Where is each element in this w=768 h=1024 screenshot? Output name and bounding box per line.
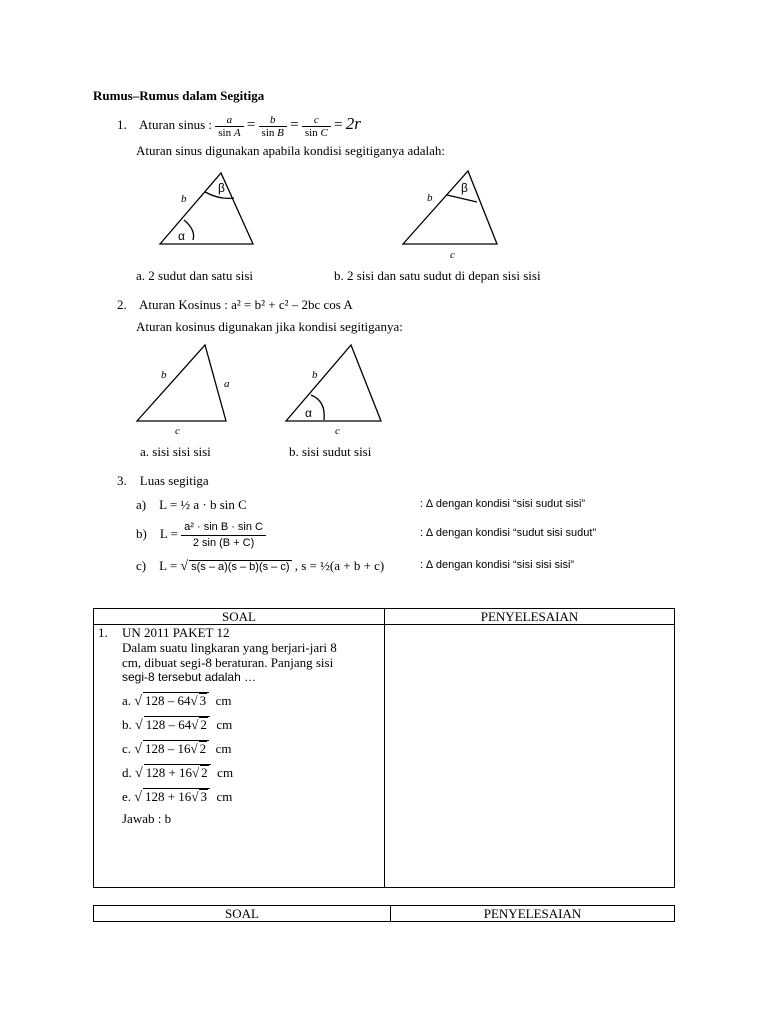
side-label: b: [312, 369, 318, 381]
item-number: 3.: [117, 473, 127, 488]
answer-options: [122, 689, 337, 809]
answer-option: b. √ 128 – 64√ 2 cm: [122, 717, 233, 733]
sqrt-icon: √: [191, 789, 199, 804]
item-number: 1.: [117, 117, 127, 132]
col-penyelesaian-header: PENYELESAIAN: [385, 609, 675, 625]
angle-label: α: [305, 406, 312, 420]
question-line: segi-8 tersebut adalah …: [122, 670, 257, 684]
question-body: [122, 625, 337, 826]
question-line: Dalam suatu lingkaran yang berjari-jari 8: [122, 640, 337, 655]
penyelesaian-cell: [385, 625, 675, 888]
question-source: UN 2011 PAKET 12: [122, 625, 230, 640]
triangle-shape: [137, 345, 226, 421]
angle-label: β: [461, 181, 468, 195]
sinus-rhs: 2r: [345, 114, 361, 133]
triangle-kosinus-a: [135, 343, 240, 438]
angle-label: β: [218, 181, 225, 195]
col-soal-header: SOAL: [94, 906, 391, 922]
angle-arc: [447, 195, 477, 202]
kosinus-caption-a: a. sisi sisi sisi: [140, 444, 211, 459]
side-label: b: [161, 369, 167, 381]
soal-table-1: [93, 608, 675, 888]
side-label: c: [175, 425, 180, 437]
answer-option: e. √ 128 + 16√ 3 cm: [122, 789, 233, 805]
side-label: a: [224, 378, 230, 390]
question-number: 1.: [98, 625, 108, 640]
sqrt-icon: √: [190, 741, 198, 756]
sqrt-icon: √: [134, 742, 142, 757]
triangle-shape: [286, 345, 381, 421]
fraction-b: $\frac{b}{\text{sin B}}$: [259, 114, 287, 139]
sinus-rule: 1. Aturan sinus : $\frac{a}{\text{sin A}}$ = $\frac{b}{\text{sin B}}$ = $\frac{c}{\text{sin C}}$ = 2r: [117, 113, 361, 139]
side-label: b: [427, 192, 433, 204]
page-title: Rumus–Rumus dalam Segitiga: [93, 88, 265, 103]
question-line: cm, dibuat segi-8 beraturan. Panjang sisi: [122, 655, 334, 670]
answer-option: d. √ 128 + 16√ 2 cm: [122, 765, 234, 781]
luas-root-c: s(s – a)(s – b)(s – c): [191, 561, 290, 573]
sqrt-icon: √: [192, 765, 200, 780]
luas-item-a: a) L = ½ a · b sin C: [136, 497, 247, 512]
answer-option: c. √ 128 – 16√ 2 cm: [122, 741, 232, 757]
sqrt-icon: √: [135, 766, 143, 781]
kosinus-caption-b: b. sisi sudut sisi: [289, 444, 372, 459]
sqrt-icon: √: [135, 718, 143, 733]
luas-item-b: b) L = $\frac{\text{a² · sin B · sin C}}{2 \sin (B + C)}$: [136, 516, 266, 552]
sinus-label: Aturan sinus :: [139, 117, 212, 132]
soal-table-2: [93, 905, 675, 922]
luas-heading: 3. Luas segitiga: [117, 473, 209, 488]
kosinus-rule: [117, 297, 353, 313]
sinus-caption-b: b. 2 sisi dan satu sudut di depan sisi sisi: [334, 268, 541, 283]
angle-label: α: [178, 229, 185, 243]
sinus-caption-a: a. 2 sudut dan satu sisi: [136, 268, 253, 283]
luas-condition-b: : ∆ dengan kondisi “sudut sisi sudut”: [420, 527, 597, 539]
triangle-kosinus-b: [284, 343, 389, 438]
triangle-sinus-a: [150, 170, 260, 250]
luas-item-c: c) L = √ s(s – a)(s – b)(s – c) , s = ½(a + b + c): [136, 558, 385, 574]
triangle-sinus-b: [398, 168, 508, 263]
sqrt-icon: √: [134, 694, 142, 709]
answer-key: Jawab : b: [122, 811, 172, 826]
side-label: c: [450, 249, 455, 261]
angle-arc: [184, 220, 194, 240]
triangle-shape: [160, 173, 253, 244]
kosinus-description: Aturan kosinus digunakan jika kondisi segitiganya:: [136, 319, 403, 334]
side-label: c: [335, 425, 340, 437]
fraction-c: $\frac{c}{\text{sin C}}$: [302, 114, 331, 139]
luas-fraction-b: $\frac{\text{a² · sin B · sin C}}{2 \sin (B + C)}$: [181, 520, 266, 551]
fraction-a: $\frac{a}{\text{sin A}}$: [215, 114, 243, 139]
soal-cell: [94, 625, 385, 888]
side-label: b: [181, 193, 187, 205]
sqrt-icon: √: [190, 693, 198, 708]
luas-condition-c: : ∆ dengan kondisi “sisi sisi sisi”: [420, 559, 575, 571]
answer-option: a. √ 128 – 64√ 3 cm: [122, 693, 232, 709]
sqrt-icon: √: [134, 790, 142, 805]
sqrt-icon: √: [191, 717, 199, 732]
item-number: 2.: [117, 297, 127, 312]
angle-arc: [311, 395, 324, 420]
kosinus-formula: Aturan Kosinus : a² = b² + c² – 2bc cos A: [139, 297, 353, 312]
triangle-shape: [403, 171, 497, 244]
col-penyelesaian-header: PENYELESAIAN: [391, 906, 675, 922]
sqrt-icon: √: [180, 559, 189, 574]
col-soal-header: SOAL: [94, 609, 385, 625]
luas-condition-a: : ∆ dengan kondisi “sisi sudut sisi”: [420, 498, 586, 510]
luas-formula-a: L = ½ a · b sin C: [159, 497, 247, 512]
sinus-description: Aturan sinus digunakan apabila kondisi segitiganya adalah:: [136, 143, 446, 158]
